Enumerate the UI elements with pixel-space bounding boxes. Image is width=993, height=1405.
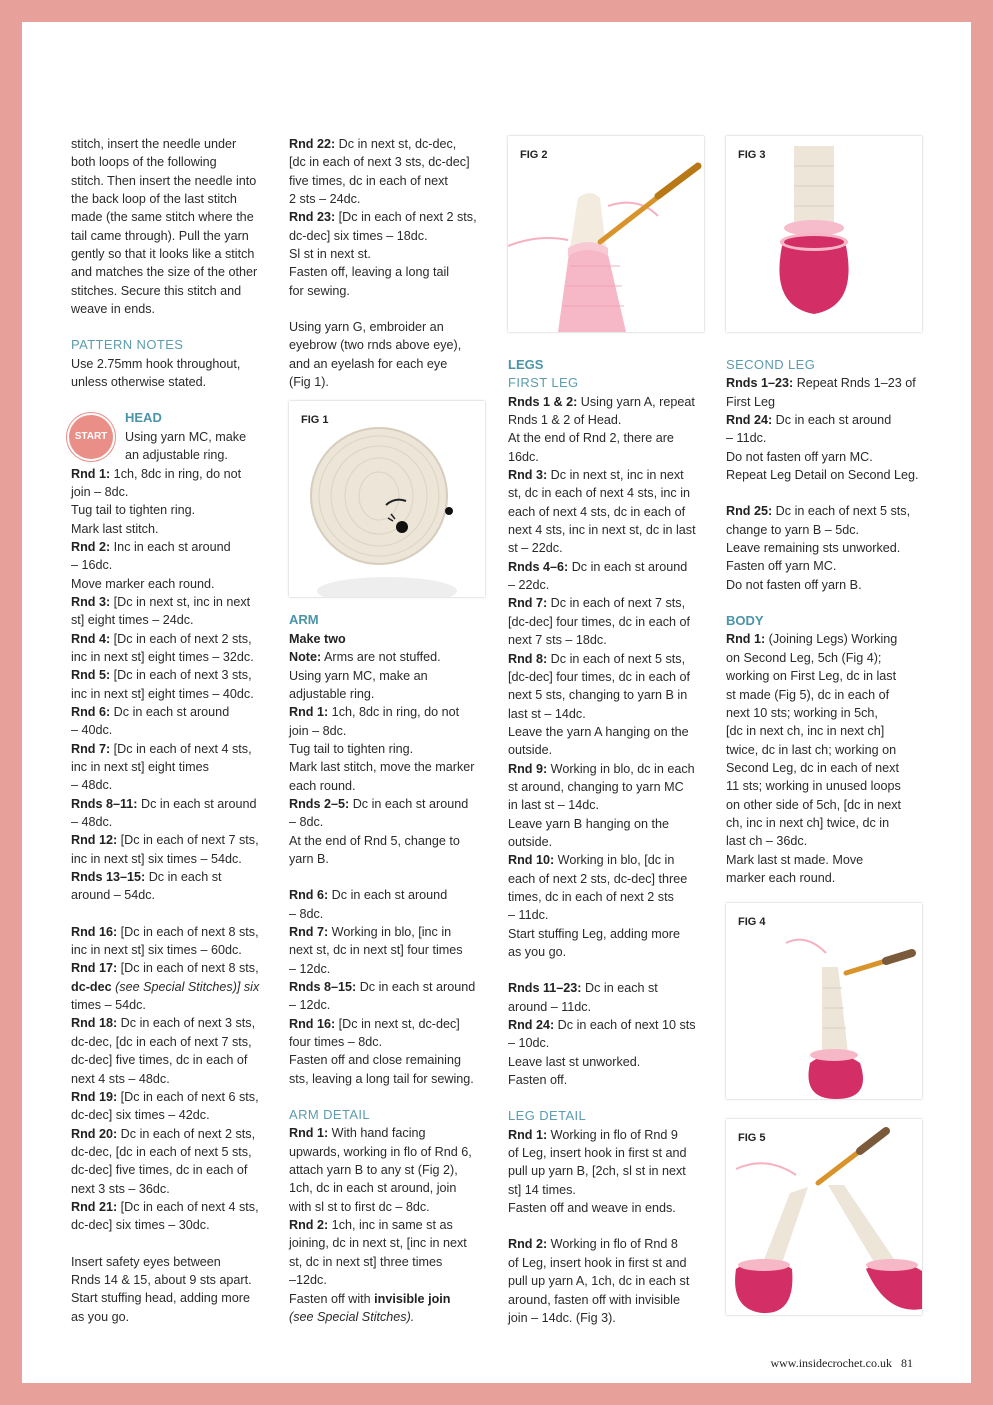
start-badge: START bbox=[69, 415, 113, 459]
round-line: Rnd 9: Working in blo, dc in each bbox=[508, 761, 695, 776]
round-line: four times – 8dc. bbox=[289, 1035, 383, 1050]
round-line: five times, dc in each of next bbox=[289, 173, 448, 188]
round-line: Rnd 6: Dc in each st around bbox=[289, 888, 448, 903]
round-line: dc-dec] six times – 30dc. bbox=[71, 1218, 210, 1233]
round-line: Rnd 2: Working in flo of Rnd 8 bbox=[508, 1237, 678, 1252]
fig1-photo bbox=[289, 401, 485, 597]
text-line: Use 2.75mm hook throughout, bbox=[71, 356, 241, 371]
round-line: dc-dec, [dc in each of next 7 sts, bbox=[71, 1034, 252, 1049]
text-line: stitches. Secure this stitch and bbox=[71, 283, 242, 298]
round-line: upwards, working in flo of Rnd 6, bbox=[289, 1144, 472, 1159]
round-line: change to yarn B – 5dc. bbox=[726, 522, 860, 537]
fig3-photo bbox=[726, 136, 922, 332]
round-line: dc-dec] six times – 18dc. bbox=[289, 228, 428, 243]
round-line: working on First Leg, dc in last bbox=[726, 669, 897, 684]
eyebrow-instructions bbox=[289, 318, 489, 391]
round-line: Rnd 8: Dc in each of next 5 sts, bbox=[508, 651, 686, 666]
round-line: twice, dc in last ch; working on bbox=[726, 742, 897, 757]
round-line: 1ch, dc in each st around, join bbox=[289, 1181, 457, 1196]
round-line: Start stuffing Leg, adding more bbox=[508, 926, 680, 941]
round-line: Rnd 6: Dc in each st around bbox=[71, 704, 230, 719]
legs-heading: LEGS bbox=[508, 357, 544, 372]
round-line: Rnd 24: Dc in each st around bbox=[726, 413, 892, 428]
round-line: in last st – 14dc. bbox=[508, 798, 600, 813]
round-line: next st, dc in next st] four times bbox=[289, 943, 463, 958]
round-line: inc in next st] eight times – 32dc. bbox=[71, 649, 254, 664]
round-line: Rnds 8–11: Dc in each st around bbox=[71, 796, 257, 811]
head-intro bbox=[125, 428, 271, 465]
round-line: Do not fasten off yarn MC. bbox=[726, 449, 873, 464]
head-rounds-end bbox=[289, 135, 489, 300]
round-line: – 12dc. bbox=[289, 961, 331, 976]
round-line: st around, changing to yarn MC bbox=[508, 779, 684, 794]
round-line: Repeat Leg Detail on Second Leg. bbox=[726, 468, 919, 483]
round-line: next 5 sts, changing to yarn B in bbox=[508, 688, 688, 703]
text-line: as you go. bbox=[71, 1309, 130, 1324]
round-line: each of next 2 sts, dc-dec] three bbox=[508, 871, 688, 886]
round-line: join – 8dc. bbox=[289, 723, 347, 738]
pattern-notes-heading: PATTERN NOTES bbox=[71, 337, 184, 353]
round-line: Rnd 7: [Dc in each of next 4 sts, bbox=[71, 741, 252, 756]
round-line: Sl st in next st. bbox=[289, 247, 371, 262]
round-line: join – 8dc. bbox=[71, 484, 129, 499]
round-line: Leave yarn B hanging on the bbox=[508, 816, 670, 831]
round-line: next 4 sts – 48dc. bbox=[71, 1071, 170, 1086]
round-line: st, dc in next st] three times bbox=[289, 1254, 443, 1269]
crochet-two-legs-image bbox=[726, 1119, 922, 1315]
round-line: – 22dc. bbox=[508, 578, 550, 593]
head-rounds-continued bbox=[71, 923, 271, 1235]
text-line: unless otherwise stated. bbox=[71, 375, 207, 390]
round-line: Rnd 4: [Dc in each of next 2 sts, bbox=[71, 631, 252, 646]
arm-see-special: (see Special Stitches). bbox=[289, 1309, 415, 1324]
fig5-photo bbox=[726, 1119, 922, 1315]
round-line: st, dc in each of next 4 sts, inc in bbox=[508, 486, 691, 501]
round-line: Tug tail to tighten ring. bbox=[71, 503, 196, 518]
magazine-page bbox=[22, 22, 971, 1383]
round-line: Move marker each round. bbox=[71, 576, 215, 591]
round-line: Rnd 10: Working in blo, [dc in bbox=[508, 853, 675, 868]
text-line: stitch, insert the needle under bbox=[71, 137, 237, 151]
text-line: Using yarn MC, make bbox=[125, 429, 247, 444]
round-line: Rnd 18: Dc in each of next 3 sts, bbox=[71, 1016, 256, 1031]
round-line: Rnd 1: 1ch, 8dc in ring, do not bbox=[289, 705, 460, 720]
round-line: next 7 sts – 18dc. bbox=[508, 633, 607, 648]
text-line: and matches the size of the other bbox=[71, 265, 258, 280]
arm-detail-rounds bbox=[289, 1124, 489, 1289]
head-section-header bbox=[71, 409, 271, 464]
round-line: [dc in next ch, inc in next ch] bbox=[726, 724, 885, 739]
round-line: Rnds 8–15: Dc in each st around bbox=[289, 980, 476, 994]
round-line: Rnd 23: [Dc in each of next 2 sts, bbox=[289, 210, 477, 225]
round-line: – 8dc. bbox=[289, 906, 324, 921]
round-line: adjustable ring. bbox=[289, 686, 375, 701]
round-line: dc-dec] five times, dc in each of bbox=[71, 1053, 248, 1068]
arm-heading: ARM bbox=[289, 612, 319, 628]
round-line: outside. bbox=[508, 834, 553, 849]
round-line: Mark last stitch, move the marker bbox=[289, 760, 475, 775]
round-line: At the end of Rnd 2, there are bbox=[508, 431, 674, 446]
arm-rounds bbox=[289, 648, 489, 868]
text-line: the back loop of the last stitch bbox=[71, 192, 237, 207]
round-line: Rnd 20: Dc in each of next 2 sts, bbox=[71, 1126, 256, 1141]
text-line: made (the same stitch where the bbox=[71, 210, 254, 225]
crochet-legs-join-image bbox=[726, 903, 922, 1099]
crochet-head-image bbox=[289, 401, 485, 597]
round-line: Rnd 5: [Dc in each of next 3 sts, bbox=[71, 668, 252, 683]
leg-detail-rounds bbox=[508, 1126, 708, 1218]
round-line: – 48dc. bbox=[71, 815, 113, 830]
round-line: Fasten off and close remaining bbox=[289, 1053, 461, 1068]
round-line: Rnd 22: Dc in next st, dc-dec, bbox=[289, 137, 457, 151]
round-line: Rnd 1: Working in flo of Rnd 9 bbox=[508, 1127, 678, 1142]
round-line: last st – 14dc. bbox=[508, 706, 586, 721]
text-line: Start stuffing head, adding more bbox=[71, 1291, 250, 1306]
pattern-notes bbox=[71, 355, 271, 392]
round-line: [dc in each of next 3 sts, dc-dec] bbox=[289, 155, 470, 170]
round-line: around – 11dc. bbox=[508, 999, 592, 1014]
round-line: with sl st to first dc – 8dc. bbox=[289, 1199, 430, 1214]
round-line: Rnds 1 & 2 of Head. bbox=[508, 413, 622, 428]
round-line: [dc-dec] four times, dc in each of bbox=[508, 614, 690, 629]
arm-rounds-continued bbox=[289, 886, 489, 1088]
round-line: At the end of Rnd 5, change to bbox=[289, 833, 460, 848]
round-line: joining, dc in next st, [inc in next bbox=[289, 1236, 467, 1251]
round-line: join – 14dc. (Fig 3). bbox=[508, 1310, 616, 1325]
round-line: Do not fasten off yarn B. bbox=[726, 577, 862, 592]
round-line: Rnd 7: Working in blo, [inc in bbox=[289, 924, 452, 939]
footer-site[interactable]: www.insidecrochet.co.uk bbox=[770, 1356, 892, 1370]
round-line: dc-dec] five times, dc in each of bbox=[71, 1163, 248, 1178]
leg-detail-rounds-continued bbox=[508, 1235, 708, 1327]
round-line: Leave the yarn A hanging on the bbox=[508, 724, 689, 739]
round-line: st] eight times – 24dc. bbox=[71, 613, 194, 628]
round-line: – 8dc. bbox=[289, 815, 324, 830]
round-line: inc in next st] eight times bbox=[71, 760, 209, 774]
round-line: each round. bbox=[289, 778, 356, 793]
round-line: Mark last st made. Move bbox=[726, 852, 864, 867]
text-line: weave in ends. bbox=[71, 302, 156, 317]
fig2-photo bbox=[508, 136, 704, 332]
round-line: Rnds 13–15: Dc in each st bbox=[71, 870, 222, 885]
round-line: – 16dc. bbox=[71, 558, 113, 573]
round-line: outside. bbox=[508, 743, 553, 758]
round-line: st – 22dc. bbox=[508, 541, 563, 556]
text-line: Using yarn G, embroider an bbox=[289, 320, 444, 335]
round-line: st] 14 times. bbox=[508, 1182, 576, 1197]
round-line: ch, inc in next ch] twice, dc in bbox=[726, 815, 890, 830]
round-line: Rnd 3: [Dc in next st, inc in next bbox=[71, 594, 251, 609]
round-line: as you go. bbox=[508, 945, 567, 959]
round-line: Tug tail to tighten ring. bbox=[289, 741, 414, 756]
round-line: Second Leg, dc in each of next bbox=[726, 760, 899, 775]
round-line: Rnds 4–6: Dc in each st around bbox=[508, 559, 688, 574]
round-line: Rnd 12: [Dc in each of next 7 sts, bbox=[71, 833, 259, 848]
round-line: times – 54dc. bbox=[71, 998, 146, 1013]
text-line: tail came through). Pull the yarn bbox=[71, 228, 249, 243]
round-line: Rnds 2–5: Dc in each st around bbox=[289, 796, 469, 811]
round-line: Rnd 1: 1ch, 8dc in ring, do not bbox=[71, 466, 242, 481]
round-line: inc in next st] six times – 54dc. bbox=[71, 851, 242, 866]
round-line: Rnd 17: [Dc in each of next 8 sts, bbox=[71, 961, 259, 976]
round-line: Rnds 1 & 2: Using yarn A, repeat bbox=[508, 394, 695, 409]
round-line: Rnd 2: Inc in each st around bbox=[71, 539, 231, 554]
round-line: around, fasten off with invisible bbox=[508, 1292, 680, 1307]
round-line: yarn B. bbox=[289, 851, 329, 866]
round-line: Rnds 11–23: Dc in each st bbox=[508, 981, 658, 996]
round-line: – 11dc. bbox=[726, 431, 767, 446]
round-line: – 12dc. bbox=[289, 998, 331, 1013]
footer-page-number: 81 bbox=[901, 1356, 913, 1370]
round-line: attach yarn B to any st (Fig 2), bbox=[289, 1163, 458, 1178]
fig5-label: FIG 5 bbox=[738, 1132, 766, 1145]
round-line: – 40dc. bbox=[71, 723, 113, 738]
round-line: Fasten off, leaving a long tail bbox=[289, 265, 450, 280]
round-line: Fasten off. bbox=[508, 1073, 568, 1088]
text-line: Rnds 14 & 15, about 9 sts apart. bbox=[71, 1272, 252, 1287]
round-line: next 10 sts; working in 5ch, bbox=[726, 705, 878, 720]
round-line: Fasten off and weave in ends. bbox=[508, 1201, 676, 1216]
round-line: Rnd 1: With hand facing bbox=[289, 1126, 426, 1141]
head-rounds bbox=[71, 465, 271, 905]
second-leg-rounds bbox=[726, 374, 926, 484]
round-line: 2 sts – 24dc. bbox=[289, 192, 361, 207]
fig1-label: FIG 1 bbox=[301, 414, 329, 427]
leg-detail-heading: LEG DETAIL bbox=[508, 1108, 587, 1124]
round-line: on other side of 5ch, [dc in next bbox=[726, 797, 902, 812]
round-line: st made (Fig 5), dc in each of bbox=[726, 687, 890, 702]
text-line: gently so that it looks like a stitch bbox=[71, 247, 255, 262]
round-line: – 48dc. bbox=[71, 778, 113, 793]
fig3-label: FIG 3 bbox=[738, 149, 766, 161]
round-line: next 3 sts – 36dc. bbox=[71, 1181, 170, 1196]
text-line: eyebrow (two rnds above eye), bbox=[289, 338, 462, 353]
arm-make-two: Make two bbox=[289, 631, 346, 646]
head-closing bbox=[71, 1253, 271, 1326]
round-line: Rnd 3: Dc in next st, inc in next bbox=[508, 468, 684, 483]
second-leg-heading: SECOND LEG bbox=[726, 357, 816, 372]
round-line: inc in next st] eight times – 40dc. bbox=[71, 686, 254, 701]
text-line: stitch. Then insert the needle into bbox=[71, 173, 257, 188]
round-line: Fasten off yarn MC. bbox=[726, 559, 837, 574]
round-line: [dc-dec] four times, dc in each of bbox=[508, 669, 690, 684]
round-line: Note: Arms are not stuffed. bbox=[289, 650, 441, 665]
head-heading: HEAD bbox=[125, 410, 162, 426]
round-line: pull up yarn A, 1ch, dc in each st bbox=[508, 1274, 690, 1289]
column-4 bbox=[726, 136, 926, 1315]
intro-paragraph bbox=[71, 135, 271, 318]
round-line: Mark last stitch. bbox=[71, 521, 159, 536]
round-line: Rnd 2: 1ch, inc in same st as bbox=[289, 1218, 453, 1233]
round-line: last ch – 36dc. bbox=[726, 834, 808, 849]
round-line: of Leg, insert hook in first st and bbox=[508, 1146, 687, 1161]
crochet-arm-image bbox=[508, 136, 704, 332]
round-line: marker each round. bbox=[726, 870, 836, 885]
round-line: Leave last st unworked. bbox=[508, 1054, 641, 1069]
page-footer bbox=[764, 1356, 913, 1371]
body-rounds bbox=[726, 630, 926, 887]
body-heading: BODY bbox=[726, 613, 764, 629]
round-line: Leave remaining sts unworked. bbox=[726, 541, 901, 556]
round-line: First Leg bbox=[726, 394, 775, 409]
crochet-leg-image bbox=[726, 136, 922, 332]
round-line: Rnd 25: Dc in each of next 5 sts, bbox=[726, 504, 911, 519]
round-line: for sewing. bbox=[289, 283, 350, 298]
round-line: Rnds 1–23: Repeat Rnds 1–23 of bbox=[726, 376, 916, 391]
arm-fasten-off: Fasten off with invisible join bbox=[289, 1291, 451, 1306]
first-leg-heading: FIRST LEG bbox=[508, 375, 579, 391]
round-line: Rnd 16: [Dc in each of next 8 sts, bbox=[71, 924, 259, 939]
round-line: Rnd 21: [Dc in each of next 4 sts, bbox=[71, 1199, 259, 1214]
column-2 bbox=[289, 135, 489, 1326]
text-line: and an eyelash for each eye bbox=[289, 356, 448, 371]
round-line: dc-dec (see Special Stitches)] six bbox=[71, 979, 260, 994]
round-line: dc-dec] six times – 42dc. bbox=[71, 1108, 210, 1123]
round-line: pull up yarn B, [2ch, sl st in next bbox=[508, 1164, 686, 1179]
fig2-label: FIG 2 bbox=[520, 149, 548, 161]
text-line: (Fig 1). bbox=[289, 375, 329, 390]
round-line: each of next 4 sts, dc in each of bbox=[508, 504, 686, 519]
round-line: – 11dc. bbox=[508, 908, 549, 923]
column-3 bbox=[508, 136, 708, 1327]
round-line: on Second Leg, 5ch (Fig 4); bbox=[726, 650, 882, 665]
round-line: next 4 sts, inc in next st, dc in last bbox=[508, 523, 696, 538]
round-line: inc in next st] six times – 60dc. bbox=[71, 943, 242, 958]
round-line: of Leg, insert hook in first st and bbox=[508, 1255, 687, 1270]
round-line: times, dc in each of next 2 sts bbox=[508, 889, 674, 904]
round-line: Rnd 7: Dc in each of next 7 sts, bbox=[508, 596, 686, 611]
round-line: – 10dc. bbox=[508, 1036, 550, 1051]
round-line: 11 sts; working in unused loops bbox=[726, 779, 901, 794]
round-line: Rnd 16: [Dc in next st, dc-dec] bbox=[289, 1016, 460, 1031]
round-line: dc-dec, [dc in each of next 5 sts, bbox=[71, 1144, 252, 1159]
fig4-label: FIG 4 bbox=[738, 916, 766, 929]
first-leg-rounds bbox=[508, 393, 708, 962]
fig4-photo bbox=[726, 903, 922, 1099]
round-line: 16dc. bbox=[508, 449, 539, 464]
text-line: both loops of the following bbox=[71, 155, 217, 170]
column-1 bbox=[71, 135, 271, 1326]
text-line: Insert safety eyes between bbox=[71, 1254, 221, 1269]
second-leg-rounds-continued bbox=[726, 502, 926, 594]
round-line: –12dc. bbox=[289, 1273, 327, 1288]
round-line: Using yarn MC, make an bbox=[289, 668, 428, 683]
round-line: sts, leaving a long tail for sewing. bbox=[289, 1071, 474, 1086]
round-line: around – 54dc. bbox=[71, 888, 156, 903]
text-line: an adjustable ring. bbox=[125, 448, 228, 463]
arm-detail-heading: ARM DETAIL bbox=[289, 1107, 371, 1123]
round-line: Rnd 19: [Dc in each of next 6 sts, bbox=[71, 1089, 259, 1104]
round-line: Rnd 1: (Joining Legs) Working bbox=[726, 632, 898, 647]
round-line: Rnd 24: Dc in each of next 10 sts bbox=[508, 1018, 696, 1033]
first-leg-rounds-continued bbox=[508, 979, 708, 1089]
